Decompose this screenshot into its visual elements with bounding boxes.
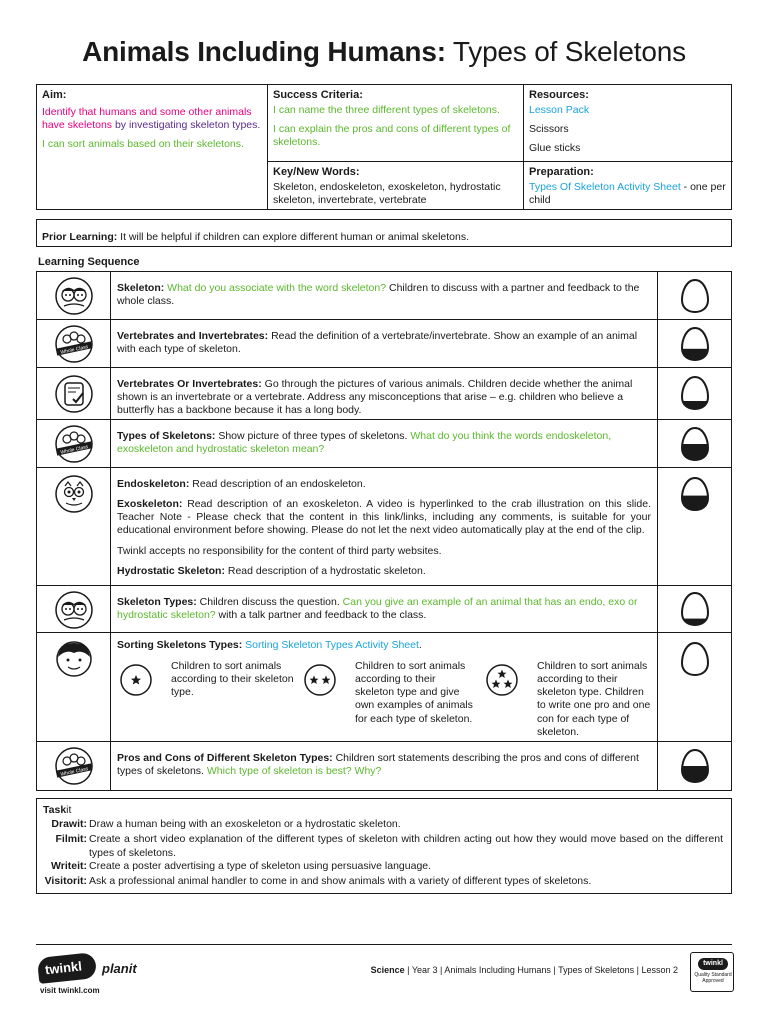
sequence-row-skeleton — [37, 272, 731, 320]
svg-text:Whole Class: Whole Class — [60, 766, 89, 778]
egg-fill — [680, 766, 710, 782]
resource-glue: Glue sticks — [529, 142, 581, 155]
lesson-overview-grid — [36, 84, 732, 210]
egg-timer-icon — [680, 326, 710, 362]
keywords-cell — [268, 162, 523, 211]
success-criterion-2: I can explain the pros and cons of different types of skeletons. — [273, 123, 511, 149]
task-value-drawit: Draw a human being with an exoskeleton or a hydrostatic skeleton. — [89, 818, 401, 830]
aim-label: Aim: — [42, 89, 67, 101]
egg-timer-icon — [680, 278, 710, 314]
sorting-level-1-text: Children to sort animals according to their skeleton type. — [171, 660, 294, 699]
page-title — [0, 36, 768, 68]
sequence-row-text: Vertebrates Or Invertebrates: Go through the pictures of various animals. Children decide whether the animal shown is an invertebrate or a vertebrate. Address any misconceptions that arise – e.g. children who believe a butterfly has a backbone because it has a long body. — [117, 378, 633, 417]
sequence-row-text: Skeleton Types: Children discuss the question. Can you give an example of an animal that has an endo, exo or hydrostatic skeleton? with a talk partner and feedback to the class. — [117, 596, 638, 622]
resources-cell — [524, 85, 733, 159]
egg-outline — [682, 643, 708, 675]
aim-text: Identify that humans and some other animals have skeletons by investigating skeleton types. — [42, 106, 261, 132]
whole-class-icon — [54, 746, 94, 786]
egg-timer-icon — [680, 591, 710, 627]
title-light: Types of Skeletons — [452, 36, 686, 67]
owl-teacher-icon — [54, 474, 94, 514]
sequence-row-skeleton-types — [37, 586, 731, 633]
activity-sheet-link[interactable]: Types Of Skeleton Activity Sheet — [529, 181, 681, 193]
sorting-level-3-text: Children to sort animals according to their skeleton type. Children to write one pro and one con for each type of skeleton. — [537, 660, 651, 738]
aim-outcome: I can sort animals based on their skeletons. — [42, 138, 244, 151]
egg-timer-icon — [680, 748, 710, 784]
two-star-icon — [303, 663, 337, 697]
sequence-row-text: Skeleton: What do you associate with the word skeleton? Children to discuss with a partner and feedback to the whole class. — [117, 282, 640, 308]
preparation-cell — [524, 162, 733, 211]
child-face-icon — [54, 639, 94, 679]
svg-text:Whole Class: Whole Class — [60, 444, 89, 456]
prior-learning-box — [36, 219, 732, 247]
visit-twinkl-link[interactable]: visit twinkl.com — [40, 986, 100, 995]
quality-badge: twinkl Quality Standard Approved — [690, 952, 734, 992]
footer-divider — [36, 944, 732, 945]
keywords-text: Skeleton, endoskeleton, exoskeleton, hydrostatic skeleton, invertebrate, vertebrate — [273, 181, 501, 207]
success-criterion-1: I can name the three different types of skeletons. — [273, 104, 500, 116]
egg-timer-icon — [680, 426, 710, 462]
resource-lesson-pack[interactable]: Lesson Pack — [529, 104, 590, 116]
sequence-row-text: Vertebrates and Invertebrates: Read the definition of a vertebrate/invertebrate. Show an example of an animal with each type of skeleton. — [117, 330, 638, 356]
keywords-label: Key/New Words: — [273, 166, 360, 178]
sorting-activity-sheet-link[interactable]: Sorting Skeleton Types Activity Sheet — [242, 639, 419, 651]
task-key-visitorit: Visitorit: — [44, 875, 87, 887]
sequence-row-types-of-skeletons — [37, 420, 731, 468]
three-star-icon — [485, 663, 519, 697]
sequence-row-text: Endoskeleton: Read description of an endoskeleton. Exoskeleton: Read description of an exoskeleton. A video is hyperlinked to the crab illustration on this slide. Teacher Note - Please check that the content in this link/links, including any comments, is suitable for your educational environment before showing. Please do not let the next video automatically play at the end of the clip. Twinkl accepts no responsibility for the content of third party websites. Hydrostatic Skeleton: Read description of a hydrostatic skeleton. — [117, 478, 651, 577]
success-label: Success Criteria: — [273, 89, 363, 101]
egg-timer-icon — [680, 375, 710, 411]
taskit-label: Taskit — [43, 804, 72, 816]
sequence-row-vertebrates-invertebrates — [37, 320, 731, 368]
prior-learning-text: Prior Learning: It will be helpful if children can explore different human or animal skeletons. — [42, 231, 470, 243]
egg-timer-icon — [680, 476, 710, 512]
whole-class-icon — [54, 424, 94, 464]
learning-sequence-table — [36, 271, 732, 791]
learning-sequence-label: Learning Sequence — [38, 256, 140, 268]
title-bold: Animals Including Humans: — [82, 36, 446, 67]
sequence-row-sorting — [37, 633, 731, 742]
planit-logo: planit — [102, 961, 137, 976]
svg-text:Whole Class: Whole Class — [60, 344, 89, 356]
footer-breadcrumb: Science | Year 3 | Animals Including Humans | Types of Skeletons | Lesson 2 — [370, 965, 678, 975]
sequence-row-text: Pros and Cons of Different Skeleton Types: Children sort statements describing the pros and cons of different types of skeletons. Which type of skeleton is best? Why? — [117, 752, 639, 778]
task-value-visitorit: Ask a professional animal handler to come in and show animals with a variety of different types of skeletons. — [89, 875, 592, 887]
task-key-writeit: Writeit: — [51, 860, 87, 872]
resource-scissors: Scissors — [529, 123, 569, 136]
sequence-row-text: Sorting Skeletons Types: Sorting Skeleton Types Activity Sheet. — [117, 639, 422, 651]
sequence-row-pros-cons — [37, 742, 731, 790]
preparation-label: Preparation: — [529, 166, 594, 178]
talk-partners-icon — [54, 276, 94, 316]
sequence-row-endo-exo-hydro — [37, 468, 731, 586]
resources-label: Resources: — [529, 89, 589, 101]
taskit-box — [36, 798, 732, 894]
whole-class-icon — [54, 324, 94, 364]
twinkl-logo[interactable]: twinkl — [37, 952, 97, 984]
task-key-drawit: Drawit: — [51, 818, 87, 830]
sequence-row-text: Types of Skeletons: Show picture of three types of skeletons. What do you think the words endoskeleton, exoskeleton and hydrostatic skeleton mean? — [117, 430, 612, 456]
talk-partners-icon — [54, 590, 94, 630]
sorting-level-2-text: Children to sort animals according to their skeleton type and give own examples of animals for each type of skeleton. — [355, 660, 473, 725]
aim-cell — [37, 85, 267, 155]
task-key-filmit: Filmit: — [55, 833, 87, 845]
one-star-icon — [119, 663, 153, 697]
egg-timer-icon — [680, 641, 710, 677]
task-value-writeit: Create a poster advertising a type of skeleton using persuasive language. — [89, 860, 432, 872]
egg-outline — [682, 280, 708, 312]
task-value-filmit: Create a short video explanation of the different types of skeleton with children acting out how they would move based on the different types of skeletons. — [89, 833, 723, 859]
egg-fill — [680, 496, 710, 510]
success-criteria-cell — [268, 85, 523, 153]
egg-fill — [680, 444, 710, 460]
sequence-row-vertebrates-or-invertebrates — [37, 368, 731, 420]
checklist-icon — [54, 374, 94, 414]
preparation-text: Types Of Skeleton Activity Sheet - one per child — [529, 181, 726, 207]
